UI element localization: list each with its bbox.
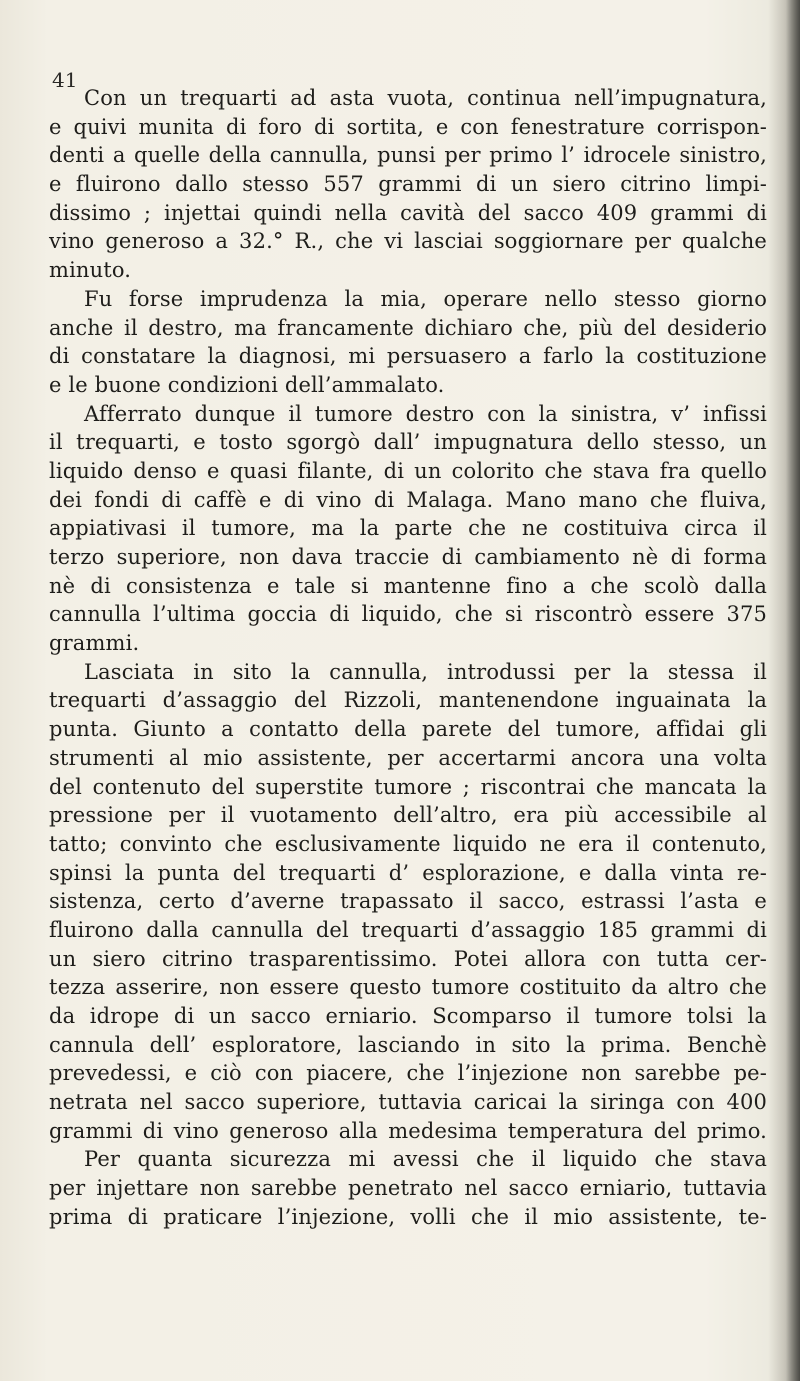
text-line: tezza asserire, non essere questo tumore costituito da altro che bbox=[49, 975, 767, 1000]
text-line: Per quanta sicurezza mi avessi che il liquido che stava bbox=[84, 1147, 767, 1172]
text-line: netrata nel sacco superiore, tuttavia caricai la siringa con 400 bbox=[49, 1090, 767, 1115]
text-line: per injettare non sarebbe penetrato nel sacco erniario, tuttavia bbox=[49, 1176, 767, 1201]
text-line: denti a quelle della cannulla, punsi per primo l’ idrocele sinistro, bbox=[49, 143, 767, 168]
text-line: vino generoso a 32.° R., che vi lasciai soggiornare per qualche bbox=[49, 229, 767, 254]
text-line: prevedessi, e ciò con piacere, che l’injezione non sarebbe pe- bbox=[49, 1061, 767, 1086]
text-line: un siero citrino trasparentissimo. Potei allora con tutta cer- bbox=[49, 946, 767, 971]
text-line: Con un trequarti ad asta vuota, continua nell’impugnatura, bbox=[84, 86, 767, 110]
text-line: minuto. bbox=[49, 258, 132, 283]
text-line: liquido denso e quasi filante, di un colorito che stava fra quello bbox=[49, 458, 767, 483]
text-line: e quivi munita di foro di sortita, e con fenestrature corrispon- bbox=[49, 114, 767, 139]
text-line: del contenuto del superstite tumore ; riscontrai che mancata la bbox=[49, 774, 767, 799]
text-line: spinsi la punta del trequarti d’ esplorazione, e dalla vinta re- bbox=[49, 860, 767, 885]
page-edge-shadow bbox=[786, 0, 800, 1381]
text-line: grammi di vino generoso alla medesima temperatura del primo. bbox=[49, 1118, 767, 1143]
text-line: Afferrato dunque il tumore destro con la sinistra, v’ infissi bbox=[84, 401, 767, 426]
text-line: trequarti d’assaggio del Rizzoli, mantenendone inguainata la bbox=[49, 688, 767, 713]
text-line: cannulla l’ultima goccia di liquido, che si riscontrò essere 375 bbox=[49, 602, 767, 627]
text-line: anche il destro, ma francamente dichiaro che, più del desiderio bbox=[49, 315, 767, 340]
text-line: nè di consistenza e tale si mantenne fino a che scolò dalla bbox=[49, 573, 767, 598]
text-line: e fluirono dallo stesso 557 grammi di un siero citrino limpi- bbox=[49, 172, 767, 197]
text-line: fluirono dalla cannulla del trequarti d’assaggio 185 grammi di bbox=[49, 917, 767, 942]
text-line: dissimo ; injettai quindi nella cavità del sacco 409 grammi di bbox=[49, 200, 767, 225]
text-line: Fu forse imprudenza la mia, operare nello stesso giorno bbox=[84, 286, 767, 311]
text-line: appiativasi il tumore, ma la parte che ne costituiva circa il bbox=[49, 516, 767, 541]
text-line: punta. Giunto a contatto della parete del tumore, affidai gli bbox=[49, 717, 767, 742]
text-line: sistenza, certo d’averne trapassato il sacco, estrassi l’asta e bbox=[49, 889, 767, 914]
text-line: grammi. bbox=[49, 631, 140, 656]
text-line: tatto; convinto che esclusivamente liquido ne era il contenuto, bbox=[49, 831, 767, 856]
text-line: cannula dell’ esploratore, lasciando in sito la prima. Benchè bbox=[49, 1032, 767, 1057]
text-line: prima di praticare l’injezione, volli che il mio assistente, te- bbox=[49, 1204, 767, 1229]
text-line: da idrope di un sacco erniario. Scomparso il tumore tolsi la bbox=[49, 1004, 767, 1028]
text-line: terzo superiore, non dava traccie di cambiamento nè di forma bbox=[49, 545, 767, 569]
text-line: e le buone condizioni dell’ammalato. bbox=[49, 372, 445, 397]
text-line: di constatare la diagnosi, mi persuasero a farlo la costituzione bbox=[49, 344, 767, 369]
text-line: strumenti al mio assistente, per accertarmi ancora una volta bbox=[49, 745, 767, 770]
text-line: Lasciata in sito la cannulla, introdussi per la stessa il bbox=[84, 659, 767, 684]
text-line: il trequarti, e tosto sgorgò dall’ impugnatura dello stesso, un bbox=[49, 430, 767, 455]
body-text bbox=[49, 84, 767, 1232]
text-line: pressione per il vuotamento dell’altro, era più accessibile al bbox=[49, 803, 767, 828]
text-line: dei fondi di caffè e di vino di Malaga. Mano mano che fluiva, bbox=[49, 487, 767, 512]
page-number: 41 bbox=[52, 68, 78, 92]
